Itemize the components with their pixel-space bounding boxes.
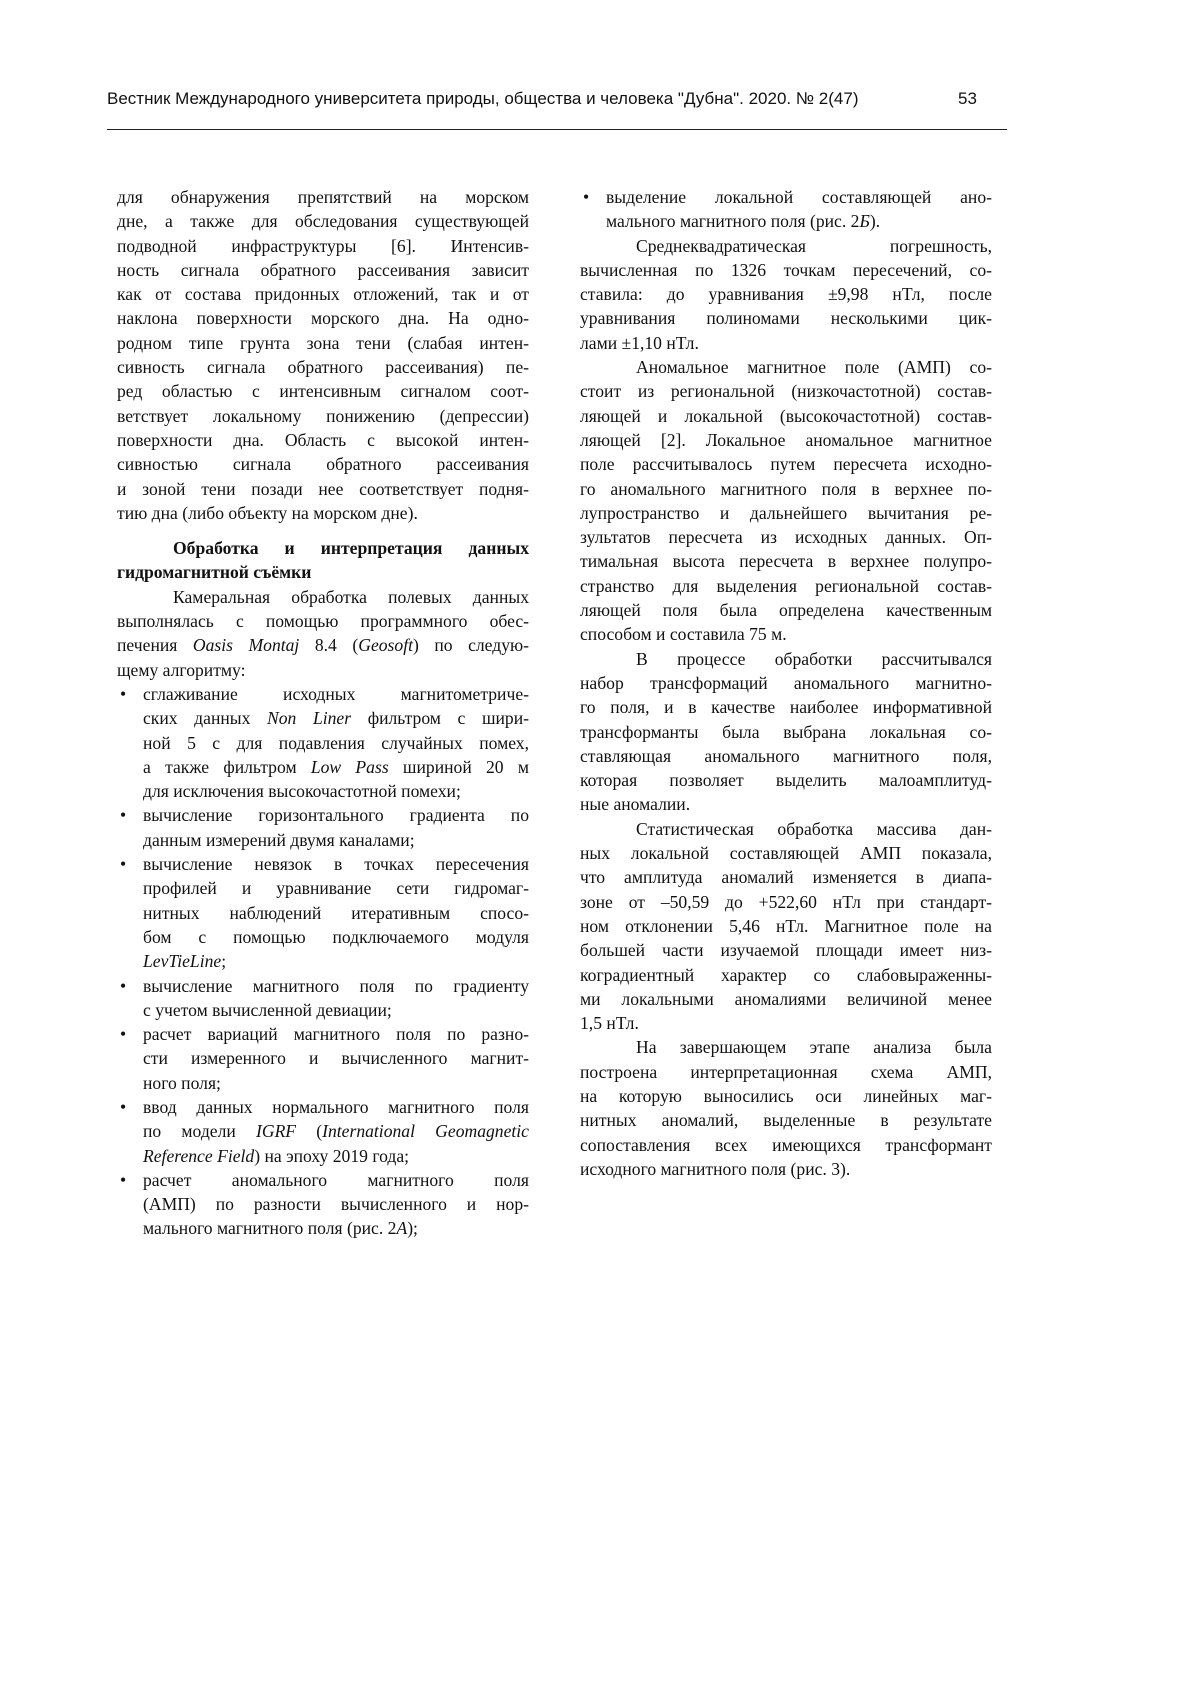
text-line [143, 1022, 529, 1046]
text-segment: Камеральная обработка полевых данных [173, 587, 529, 607]
journal-title: Вестник Международного университета природы, общества и человека "Дубна". 2020. № 2(47) [107, 89, 859, 108]
text-line [143, 852, 529, 876]
text-segment: ми локальными аномалиями величиной менее [580, 989, 992, 1009]
text-line [143, 706, 529, 730]
paragraph [117, 185, 529, 525]
text-line [143, 1119, 529, 1143]
text-segment: которая позволяет выделить малоамплитуд- [580, 770, 992, 790]
text-segment: что амплитуда аномалий изменяется в диапа- [580, 867, 992, 887]
text-segment: тимальная высота пересчета в верхнее полупро- [580, 551, 992, 571]
header-rule [107, 129, 1007, 130]
text-line [143, 755, 529, 779]
running-header [107, 89, 1007, 109]
text-segment: Статистическая обработка массива дан- [636, 819, 992, 839]
bullet-icon: • [120, 803, 126, 827]
bullet-item [117, 682, 529, 803]
text-line [143, 998, 529, 1022]
text-segment: на которую выносились оси линейных маг- [580, 1086, 992, 1106]
right-column [580, 185, 992, 1181]
italic-term: Oasis Montaj [193, 635, 299, 655]
text-line [143, 731, 529, 755]
text-segment: набор трансформаций аномального магнитно- [580, 673, 992, 693]
text-line [143, 876, 529, 900]
text-line [143, 949, 529, 973]
text-line [143, 682, 529, 706]
text-segment: ных локальной составляющей АМП показала, [580, 843, 992, 863]
text-segment: данным измерений двумя каналами; [143, 830, 415, 850]
text-segment: 8.4 ( [299, 635, 358, 655]
text-line [580, 865, 992, 889]
text-line [117, 428, 529, 452]
text-segment: вычисление горизонтального градиента по [143, 805, 529, 825]
text-segment: вычисление магнитного поля по градиенту [143, 976, 529, 996]
text-segment: дне, а также для обследования существующей [117, 211, 529, 231]
section-heading [117, 536, 529, 585]
text-line [143, 803, 529, 827]
text-line [580, 404, 992, 428]
text-line [580, 792, 992, 816]
italic-term: Reference Field [143, 1146, 254, 1166]
text-segment: профилей и уравнивание сети гидромаг- [143, 878, 529, 898]
text-segment: (АМП) по разности вычисленного и нор- [143, 1194, 529, 1214]
italic-term: Non Liner [267, 708, 351, 728]
text-line [580, 598, 992, 622]
text-segment: зультатов пересчета из исходных данных. Оп- [580, 527, 992, 547]
italic-term: Geosoft [358, 635, 413, 655]
text-line [580, 695, 992, 719]
text-segment: нитных аномалий, выделенные в результате [580, 1110, 992, 1130]
text-line [580, 1133, 992, 1157]
text-segment: го поля, и в качестве наиболее информативной [580, 697, 992, 717]
text-line [580, 379, 992, 403]
text-segment: для исключения высокочастотной помехи; [143, 781, 461, 801]
text-line [143, 901, 529, 925]
text-segment: ного поля; [143, 1073, 221, 1093]
italic-term: International Geomagnetic [322, 1121, 529, 1141]
text-line [580, 1011, 992, 1035]
text-line [117, 452, 529, 476]
text-line [143, 974, 529, 998]
text-line [580, 428, 992, 452]
text-segment: 1,5 нТл. [580, 1013, 639, 1033]
text-line [580, 647, 992, 671]
bullet-icon: • [583, 185, 589, 209]
text-segment: странство для выделения региональной состав- [580, 576, 992, 596]
text-segment: сти измеренного и вычисленного магнит- [143, 1048, 529, 1068]
text-segment: родном типе грунта зона тени (слабая интен- [117, 333, 529, 353]
text-line [606, 185, 992, 209]
bullet-item [117, 803, 529, 852]
bullet-icon: • [120, 1095, 126, 1119]
text-line [580, 963, 992, 987]
text-line [580, 768, 992, 792]
text-segment: ность сигнала обратного рассеивания зависит [117, 260, 529, 280]
text-line [117, 609, 529, 633]
italic-term: LevTieLine [143, 951, 221, 971]
text-segment: сопоставления всех имеющихся трансформант [580, 1135, 992, 1155]
text-segment: ные аномалии. [580, 794, 690, 814]
text-segment: выделение локальной составляющей ано- [606, 187, 992, 207]
text-segment: расчет вариаций магнитного поля по разно- [143, 1024, 529, 1044]
text-segment: уравнивания полиномами несколькими цик- [580, 308, 992, 328]
left-column [117, 185, 529, 1241]
text-line [580, 355, 992, 379]
paragraph [580, 1035, 992, 1181]
text-segment: ( [296, 1121, 322, 1141]
text-segment: Обработка и интерпретация данных [173, 538, 529, 558]
text-segment: бом с помощью подключаемого модуля [143, 927, 529, 947]
text-line [117, 185, 529, 209]
text-segment: ляющей поля была определена качественным [580, 600, 992, 620]
text-segment: ; [221, 951, 226, 971]
text-segment: ских данных [143, 708, 267, 728]
text-segment: лупространство и дальнейшего вычитания ре- [580, 503, 992, 523]
text-line [580, 890, 992, 914]
text-line [580, 1157, 992, 1181]
text-line [143, 1095, 529, 1119]
bullet-item [117, 852, 529, 973]
italic-term: Б [859, 211, 869, 231]
text-line [117, 633, 529, 657]
text-segment: ставляющая аномального магнитного поля, [580, 746, 992, 766]
paragraph [580, 355, 992, 647]
bullet-item [580, 185, 992, 234]
text-segment: способом и составила 75 м. [580, 624, 787, 644]
text-segment: сглаживание исходных магнитометриче- [143, 684, 529, 704]
text-segment: На завершающем этапе анализа была [636, 1037, 992, 1057]
text-segment: по модели [143, 1121, 256, 1141]
text-segment: шириной 20 м [389, 757, 529, 777]
text-line [580, 282, 992, 306]
text-segment: с учетом вычисленной девиации; [143, 1000, 392, 1020]
text-segment: Аномальное магнитное поле (АМП) со- [636, 357, 992, 377]
text-segment: построена интерпретационная схема АМП, [580, 1062, 992, 1082]
text-line [143, 925, 529, 949]
text-line [143, 1046, 529, 1070]
text-segment: ляющей [2]. Локальное аномальное магнитное [580, 430, 992, 450]
text-segment: фильтром с шири- [351, 708, 529, 728]
text-line [117, 234, 529, 258]
text-line [117, 379, 529, 403]
text-line [117, 658, 529, 682]
text-segment: вычисление невязок в точках пересечения [143, 854, 529, 874]
text-line [580, 841, 992, 865]
text-segment: печения [117, 635, 193, 655]
bullet-icon: • [120, 682, 126, 706]
text-segment: мального магнитного поля (рис. 2 [606, 211, 859, 231]
text-segment: а также фильтром [143, 757, 311, 777]
text-line [143, 828, 529, 852]
text-segment: как от состава придонных отложений, так и от [117, 284, 529, 304]
text-line [117, 477, 529, 501]
text-segment: щему алгоритму: [117, 660, 246, 680]
text-line [117, 282, 529, 306]
text-line [580, 452, 992, 476]
text-segment: расчет аномального магнитного поля [143, 1170, 529, 1190]
text-line [143, 1216, 529, 1240]
bullet-item [117, 974, 529, 1023]
text-segment: вычисленная по 1326 точкам пересечений, со- [580, 260, 992, 280]
text-segment: ввод данных нормального магнитного поля [143, 1097, 529, 1117]
text-segment: большей части изучаемой площади имеет низ- [580, 940, 992, 960]
text-segment: стоит из региональной (низкочастотной) состав- [580, 381, 992, 401]
bullet-item [117, 1168, 529, 1241]
text-segment: сивностью сигнала обратного рассеивания [117, 454, 529, 474]
text-segment: наклона поверхности морского дна. На одно- [117, 308, 529, 328]
text-line [580, 525, 992, 549]
italic-term: Low Pass [311, 757, 389, 777]
text-line [117, 501, 529, 525]
bullet-icon: • [120, 1022, 126, 1046]
text-line [606, 209, 992, 233]
text-line [580, 720, 992, 744]
text-line [580, 987, 992, 1011]
bullet-icon: • [120, 852, 126, 876]
text-line [117, 209, 529, 233]
text-line [117, 331, 529, 355]
text-line [117, 536, 529, 560]
text-segment: исходного магнитного поля (рис. 3). [580, 1159, 850, 1179]
text-segment: гидромагнитной съёмки [117, 562, 311, 582]
text-segment: поверхности дна. Область с высокой интен- [117, 430, 529, 450]
text-segment: ред областью с интенсивным сигналом соот- [117, 381, 529, 401]
text-line [580, 258, 992, 282]
text-segment: ной 5 с для подавления случайных помех, [143, 733, 529, 753]
paragraph [117, 585, 529, 682]
text-line [143, 1071, 529, 1095]
text-segment: зоне от –50,59 до +522,60 нТл при стандарт- [580, 892, 992, 912]
text-segment: ном отклонении 5,46 нТл. Магнитное поле на [580, 916, 992, 936]
page-number: 53 [958, 89, 977, 109]
paragraph [580, 817, 992, 1036]
text-segment: коградиентный характер со слабовыраженны- [580, 965, 992, 985]
text-segment: ставила: до уравнивания ±9,98 нТл, после [580, 284, 992, 304]
text-segment: В процессе обработки рассчитывался [636, 649, 992, 669]
bullet-icon: • [120, 974, 126, 998]
text-line [143, 779, 529, 803]
text-line [580, 306, 992, 330]
text-line [143, 1192, 529, 1216]
text-line [580, 477, 992, 501]
text-segment: выполнялась с помощью программного обес- [117, 611, 529, 631]
text-segment: нитных наблюдений итеративным спосо- [143, 903, 529, 923]
text-segment: ); [407, 1218, 418, 1238]
text-line [117, 585, 529, 609]
text-line [143, 1144, 529, 1168]
text-segment: ) по следую- [413, 635, 529, 655]
text-segment: ляющей и локальной (высокочастотной) состав- [580, 406, 992, 426]
italic-term: IGRF [256, 1121, 296, 1141]
paragraph [580, 234, 992, 355]
text-line [580, 817, 992, 841]
text-line [580, 1035, 992, 1059]
text-line [580, 938, 992, 962]
text-line [580, 744, 992, 768]
text-line [580, 671, 992, 695]
text-line [580, 1060, 992, 1084]
text-segment: Среднеквадратическая погрешность, [636, 236, 992, 256]
text-line [117, 404, 529, 428]
paragraph [580, 647, 992, 817]
bullet-item [117, 1022, 529, 1095]
text-segment: сивность сигнала обратного рассеивания) пе- [117, 357, 529, 377]
text-segment: ). [870, 211, 880, 231]
text-line [117, 258, 529, 282]
text-line [117, 560, 529, 584]
text-segment: тию дна (либо объекту на морском дне). [117, 503, 418, 523]
text-segment: поле рассчитывалось путем пересчета исходно- [580, 454, 992, 474]
text-line [117, 306, 529, 330]
text-line [580, 574, 992, 598]
text-line [580, 331, 992, 355]
text-line [117, 355, 529, 379]
text-line [143, 1168, 529, 1192]
text-segment: ) на эпоху 2019 года; [254, 1146, 409, 1166]
text-line [580, 914, 992, 938]
text-line [580, 1084, 992, 1108]
text-line [580, 234, 992, 258]
text-segment: подводной инфраструктуры [6]. Интенсив- [117, 236, 529, 256]
text-segment: для обнаружения препятствий на морском [117, 187, 529, 207]
text-line [580, 1108, 992, 1132]
text-segment: мального магнитного поля (рис. 2 [143, 1218, 396, 1238]
text-segment: и зоной тени позади нее соответствует подня- [117, 479, 529, 499]
text-segment: ветствует локальному понижению (депрессии) [117, 406, 529, 426]
text-line [580, 501, 992, 525]
bullet-icon: • [120, 1168, 126, 1192]
text-segment: трансформанты была выбрана локальная со- [580, 722, 992, 742]
text-line [580, 549, 992, 573]
bullet-item [117, 1095, 529, 1168]
text-line [580, 622, 992, 646]
italic-term: А [396, 1218, 407, 1238]
text-segment: го аномального магнитного поля в верхнее по- [580, 479, 992, 499]
text-segment: лами ±1,10 нТл. [580, 333, 699, 353]
